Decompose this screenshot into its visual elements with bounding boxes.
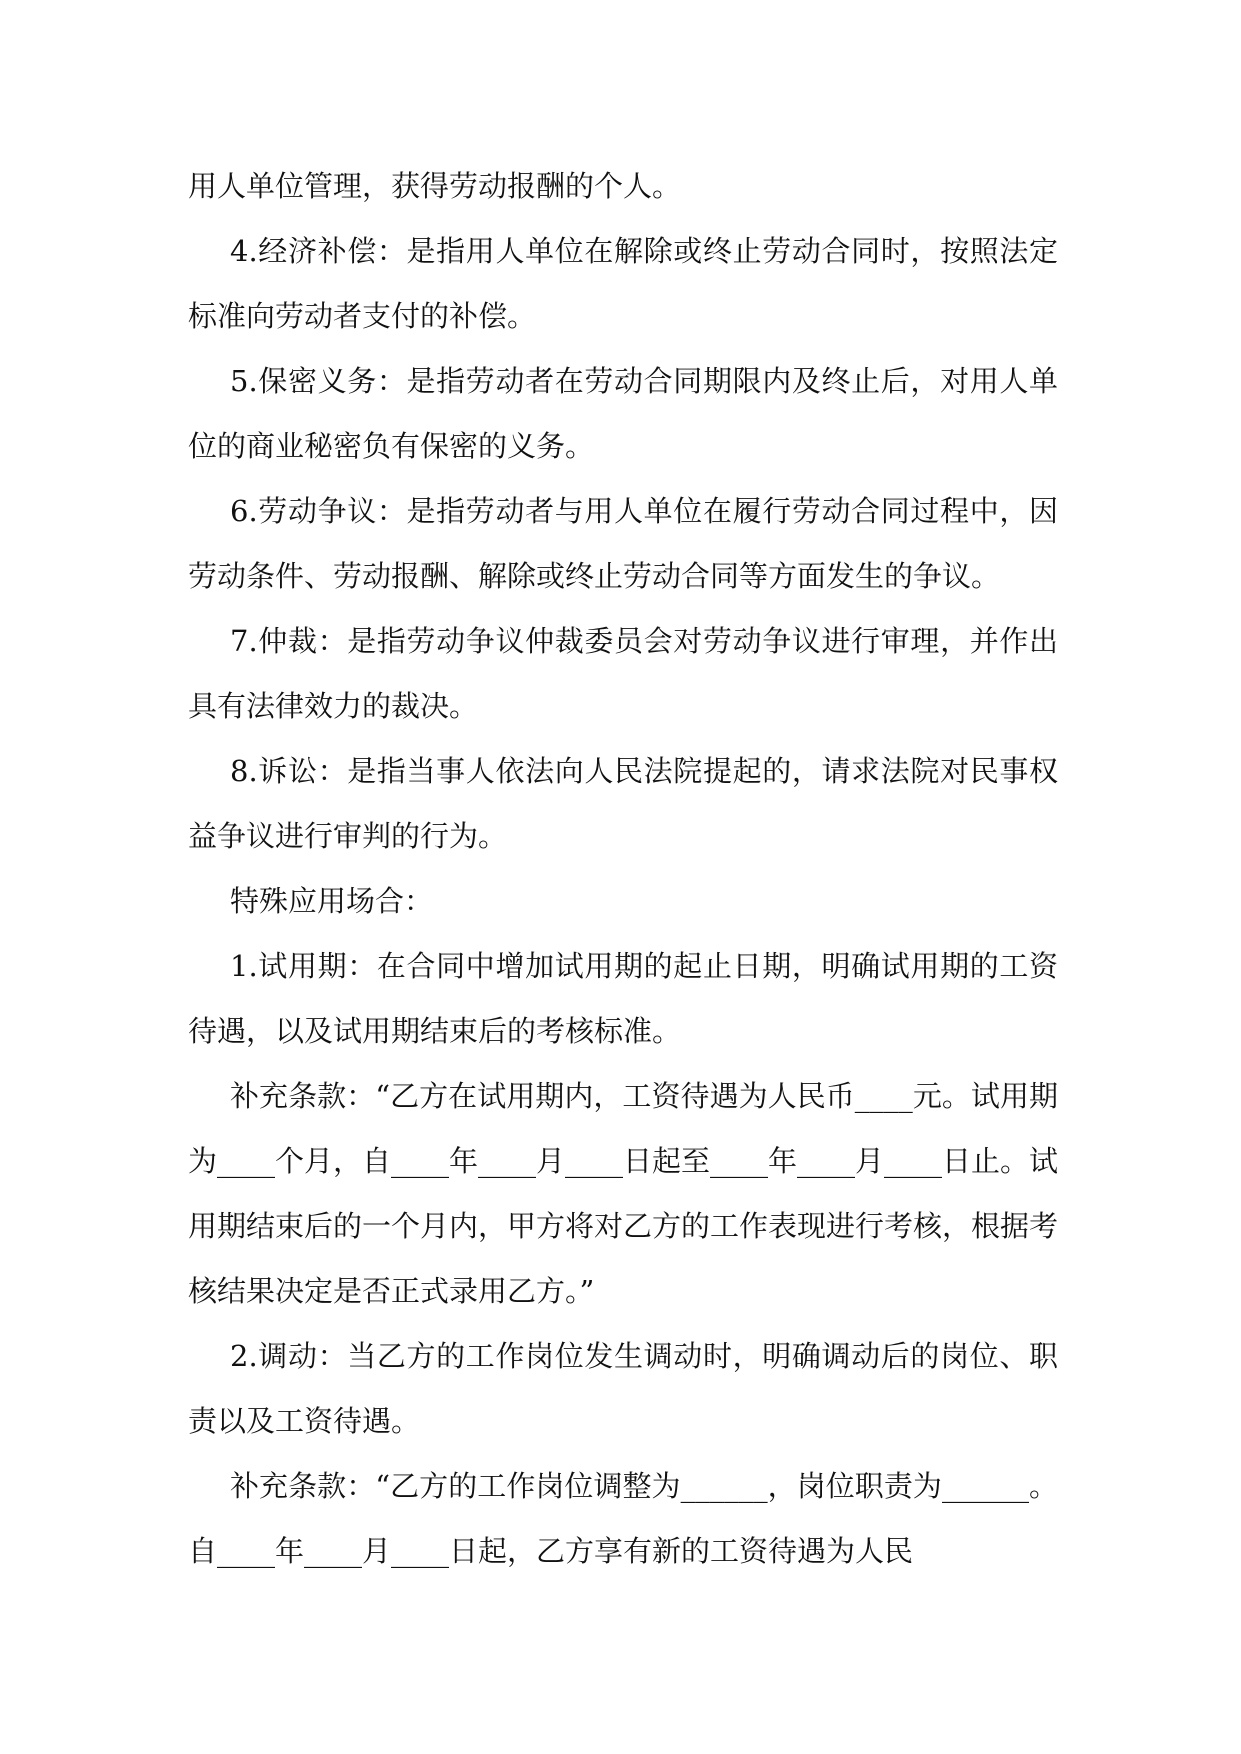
paragraph-transfer: 2.调动：当乙方的工作岗位发生调动时，明确调动后的岗位、职责以及工资待遇。 xyxy=(188,1339,1058,1438)
paragraph-arbitration: 7.仲裁：是指劳动争议仲裁委员会对劳动争议进行审理，并作出具有法律效力的裁决。 xyxy=(188,624,1058,723)
paragraph-labor-dispute: 6.劳动争议：是指劳动者与用人单位在履行劳动合同过程中，因劳动条件、劳动报酬、解除或终止劳动合同等方面发生的争议。 xyxy=(188,494,1058,593)
supplementary-clause-transfer: 补充条款：“乙方的工作岗位调整为______，岗位职责为______。自____年____月____日起，乙方享有新的工资待遇为人民 xyxy=(188,1469,1058,1568)
section-heading-special-cases: 特殊应用场合： xyxy=(230,884,434,918)
paragraph-litigation: 8.诉讼：是指当事人依法向人民法院提起的，请求法院对民事权益争议进行审判的行为。 xyxy=(188,754,1058,853)
paragraph-economic-compensation: 4.经济补偿：是指用人单位在解除或终止劳动合同时，按照法定标准向劳动者支付的补偿。 xyxy=(188,234,1058,333)
paragraph-confidentiality: 5.保密义务：是指劳动者在劳动合同期限内及终止后，对用人单位的商业秘密负有保密的义务。 xyxy=(188,364,1058,463)
paragraph-continuation: 用人单位管理，获得劳动报酬的个人。 xyxy=(188,169,682,203)
paragraph-probation: 1.试用期：在合同中增加试用期的起止日期，明确试用期的工资待遇，以及试用期结束后的考核标准。 xyxy=(188,949,1058,1048)
document-body xyxy=(188,154,1058,1584)
supplementary-clause-probation: 补充条款：“乙方在试用期内，工资待遇为人民币____元。试用期为____个月，自____年____月____日起至____年____月____日止。试用期结束后的一个月内，甲方将对乙方的工作表现进行考核，根据考核结果决定是否正式录用乙方。” xyxy=(188,1079,1059,1308)
